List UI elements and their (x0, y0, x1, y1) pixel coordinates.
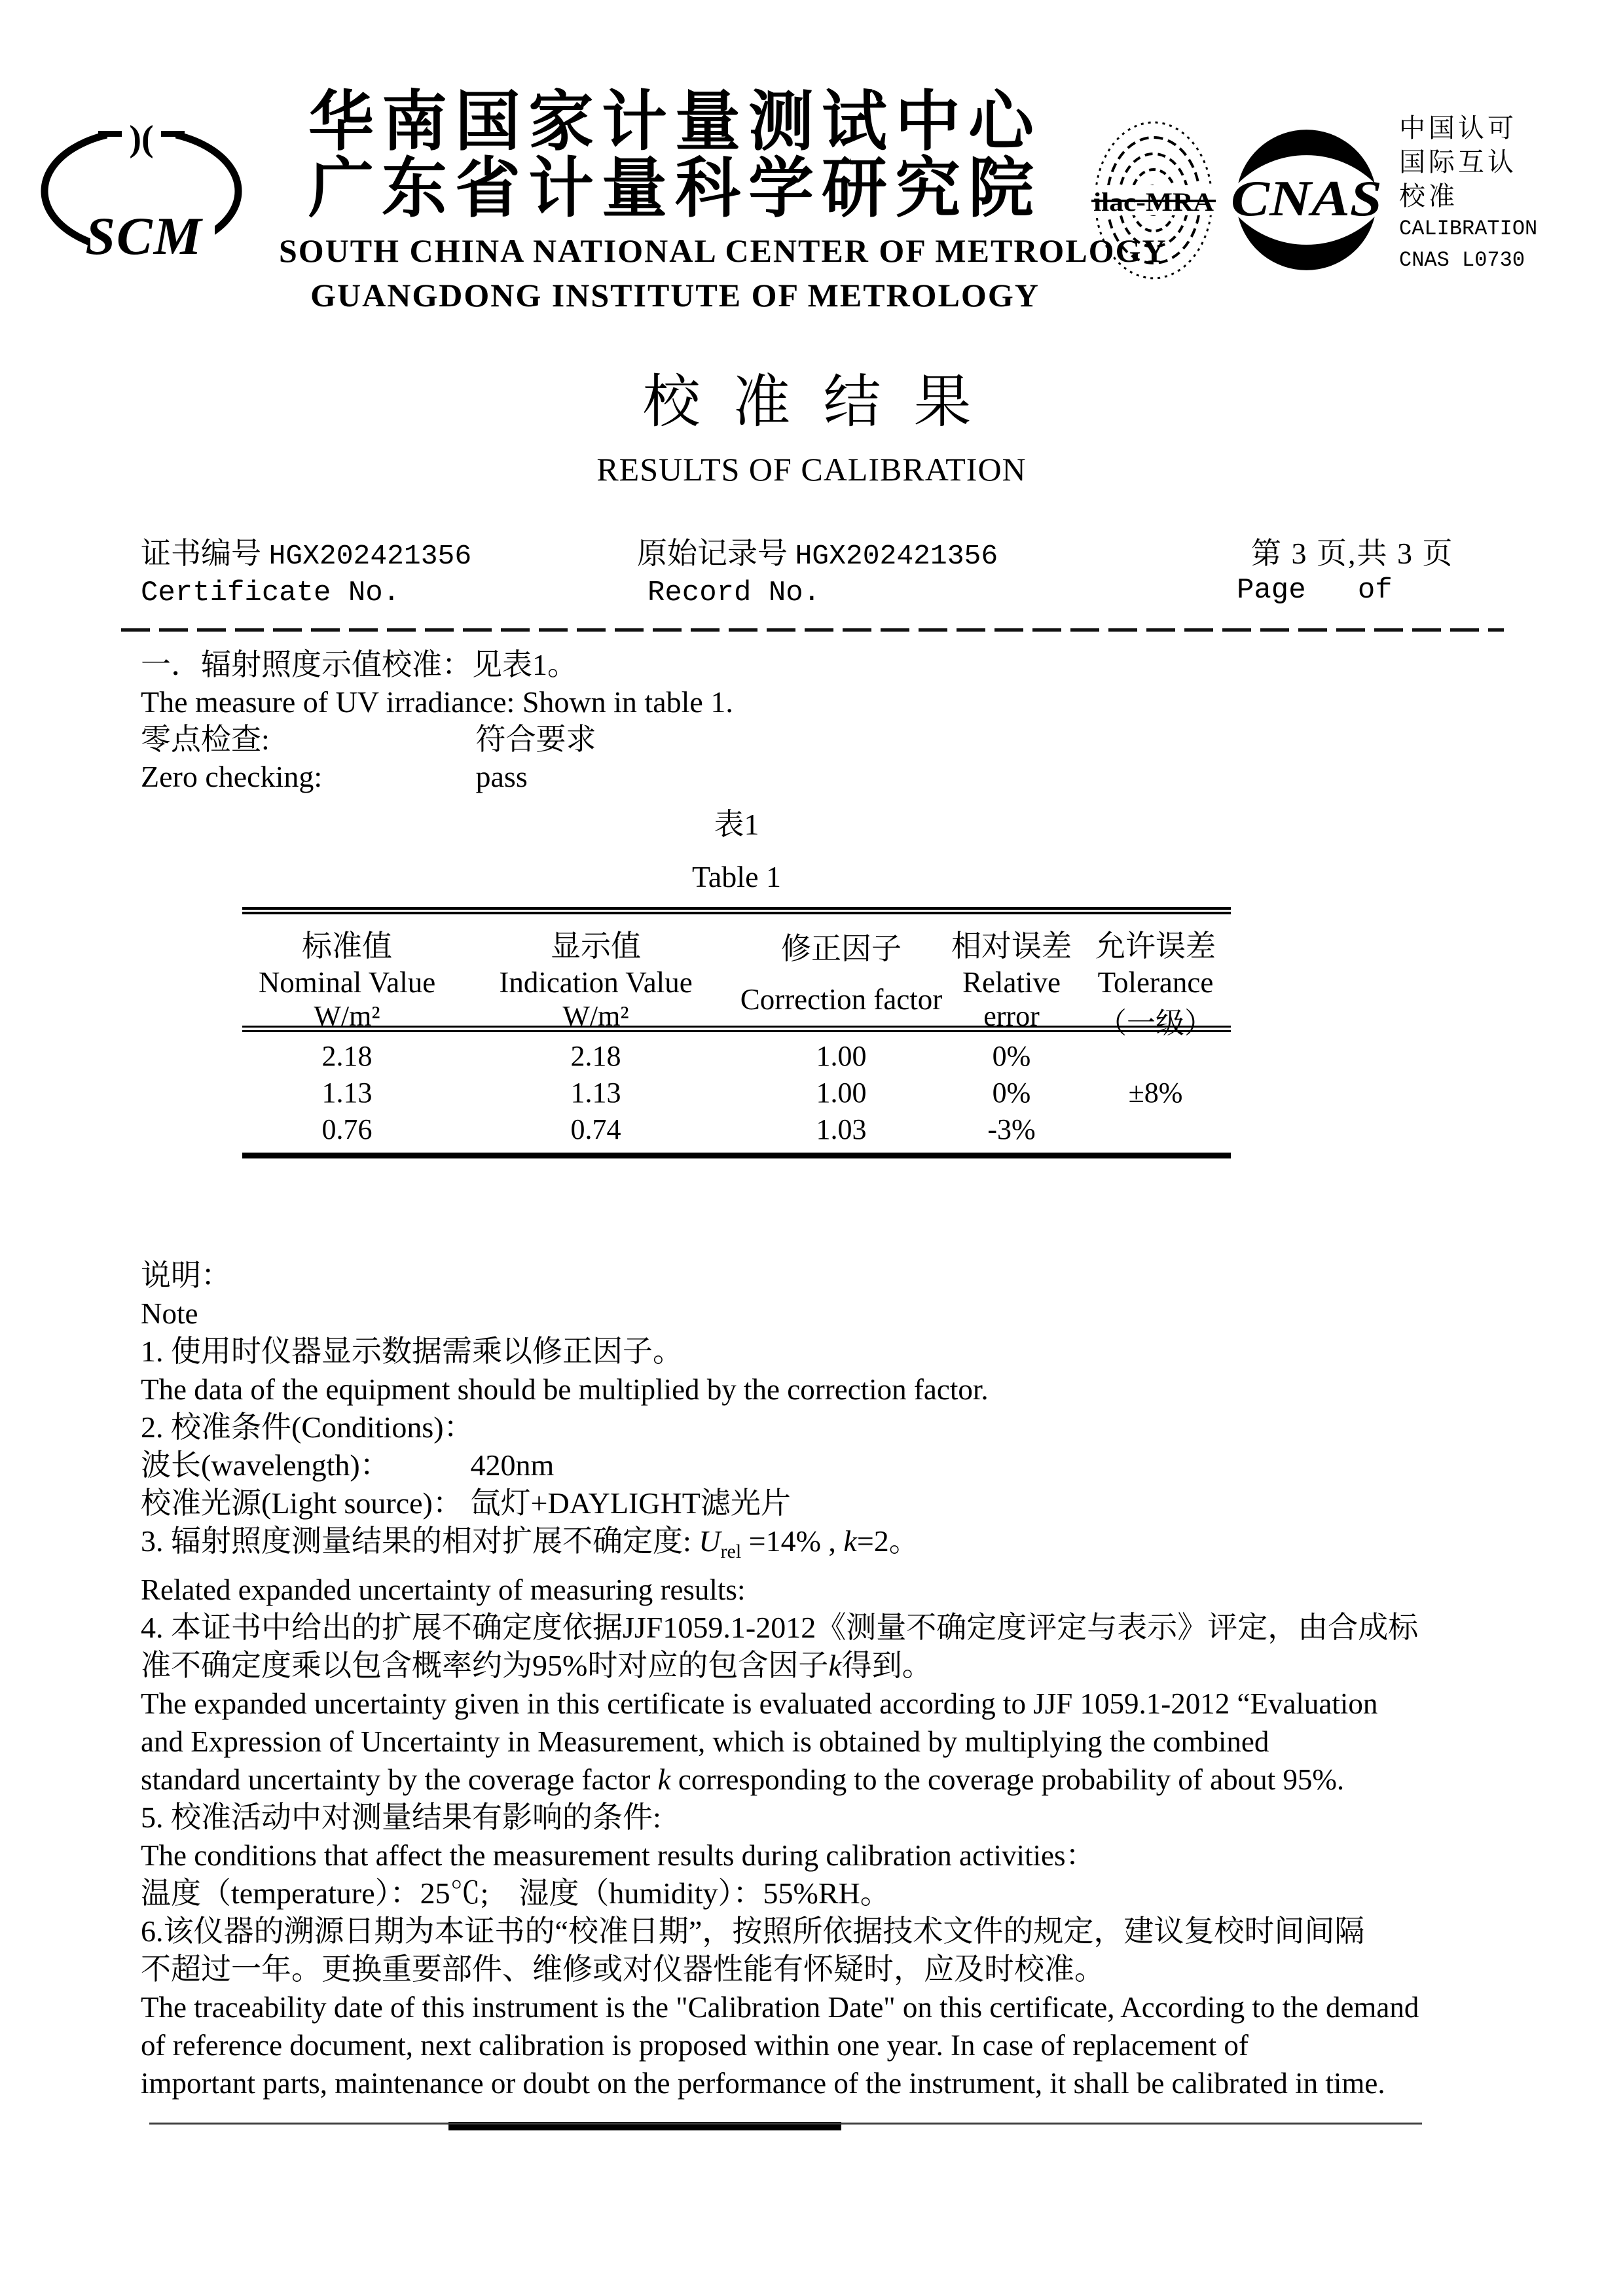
cell-indication: 0.74 (570, 1113, 621, 1145)
wavelength-line (141, 1446, 1623, 1484)
table-row (242, 1074, 1231, 1111)
accreditation-line: CNAS L0730 (1399, 248, 1525, 272)
note4-en-k-symbol: k (657, 1763, 671, 1797)
cell-indication: 1.13 (570, 1076, 621, 1109)
col-indication-value (452, 911, 740, 1030)
col-header-en: Nominal Value (258, 966, 436, 999)
note2-cn: 2. 校准条件(Conditions)： (141, 1410, 474, 1444)
ilac-mra-logo-icon (1089, 117, 1218, 284)
table-header-row (242, 911, 1231, 1030)
zero-check-value-cn: 符合要求 (475, 723, 596, 756)
note5-cn: 5. 校准活动中对测量结果有影响的条件: (141, 1801, 661, 1835)
note5-en: The conditions that affect the measurement results during calibration activities： (141, 1839, 1095, 1873)
note6-en-line1: The traceability date of this instrument is the "Calibration Date" on this certificate, According to the demand (141, 1991, 1419, 2024)
note3-k-symbol: k (843, 1524, 857, 1558)
scm-logo-text: SCM (85, 206, 203, 266)
col-header-cn: 相对误差 (951, 929, 1072, 963)
cnas-text: CNAS (1231, 170, 1382, 226)
wavelength-label: 波长(wavelength)： (141, 1448, 390, 1482)
col-tolerance (1080, 911, 1231, 1039)
col-header-cn: 允许误差 (1095, 929, 1216, 963)
zero-check-line-en (141, 758, 1623, 795)
ilac-mra-text: ilac-MRA (1093, 187, 1214, 217)
note4-en-post: corresponding to the coverage probability of about 95%. (670, 1763, 1345, 1797)
section1-line-en: The measure of UV irradiance: Shown in table 1. (141, 685, 733, 719)
zero-check-label-cn: 零点检查: (141, 723, 270, 756)
note1-en: The data of the equipment should be multiplied by the correction factor. (141, 1373, 989, 1406)
note4-cn-line1: 4. 本证书中给出的扩展不确定度依据JJF1059.1-2012《测量不确定度评定与表示》评定，由合成标 (141, 1611, 1419, 1645)
note3-en: Related expanded uncertainty of measuring results: (141, 1573, 746, 1607)
col-nominal-value (242, 911, 452, 1030)
light-source-line (141, 1484, 1623, 1522)
section1-line-cn: 一．辐射照度示值校准：见表1。 (141, 648, 577, 681)
col-relative-error (943, 911, 1080, 1030)
scm-logo-icon (38, 115, 245, 278)
table-caption-cn: 表1 (714, 808, 759, 841)
cell-correction: 1.00 (816, 1039, 867, 1072)
conditions-line: 温度（temperature）：25℃; 湿度（humidity）：55%RH。 (141, 1876, 890, 1910)
note3-tail: =2。 (856, 1524, 919, 1558)
zero-check-label-en: Zero checking: (141, 760, 323, 793)
col-header-en: Relative (962, 966, 1061, 999)
table-captions (242, 800, 1231, 894)
cell-relative-error: -3% (987, 1113, 1036, 1145)
note4-en-line1: The expanded uncertainty given in this certificate is evaluated according to JJF 1059.1-2012 “Evaluation (141, 1687, 1378, 1721)
col-header-unit: W/m² (562, 1000, 629, 1032)
cell-correction: 1.03 (816, 1113, 867, 1145)
note6-cn-line2: 不超过一年。更换重要部件、维修或对仪器性能有怀疑时，应及时校准。 (141, 1952, 1104, 1986)
record-no-block (637, 535, 1246, 611)
col-header-unit: W/m² (314, 1000, 380, 1032)
record-no-value: HGX202421356 (795, 540, 998, 572)
record-label-en: Record No. (647, 577, 821, 609)
note3-mid: =14% , (741, 1524, 844, 1558)
org-name-cn-line1: 华南国家计量测试中心 (308, 86, 1042, 158)
page-number-en: Page of (1237, 574, 1393, 607)
note3-u-subscript: rel (720, 1541, 742, 1563)
col-header-en: Indication Value (499, 966, 693, 999)
col-header-cn: 显示值 (551, 929, 641, 963)
col-header-en: Tolerance (1097, 966, 1214, 999)
certificate-no-block (141, 535, 637, 611)
calibration-table (242, 907, 1231, 1158)
cell-nominal: 1.13 (321, 1076, 373, 1109)
note6-en-line2: of reference document, next calibration is proposed within one year. In case of replacement of (141, 2029, 1249, 2062)
zero-check-line-cn (141, 721, 1623, 758)
col-header-unit: （一级） (1098, 1007, 1213, 1039)
note3-prefix: 3. 辐射照度测量结果的相对扩展不确定度: (141, 1524, 699, 1558)
cell-relative-error: 0% (992, 1076, 1031, 1109)
note4-en-line2: and Expression of Uncertainty in Measurement, which is obtained by multiplying the combined (141, 1725, 1269, 1759)
footer-rule (149, 2123, 1422, 2125)
org-name-en-line2: GUANGDONG INSTITUTE OF METROLOGY (310, 277, 1040, 314)
accreditation-block (1399, 111, 1537, 276)
col-correction-factor (740, 911, 943, 1030)
notes-section (141, 1257, 1623, 2102)
accreditation-line: 校准 (1399, 181, 1458, 211)
note1-cn: 1. 使用时仪器显示数据需乘以修正因子。 (141, 1335, 683, 1368)
note4-cn-pre: 准不确定度乘以包含概率约为95%时对应的包含因子 (141, 1649, 829, 1683)
note4-en-pre: standard uncertainty by the coverage factor (141, 1763, 658, 1797)
document-title (0, 356, 1623, 488)
light-source-label: 校准光源(Light source)： (141, 1486, 463, 1520)
certificate-label-cn: 证书编号 (141, 537, 261, 570)
note4-cn-line2 (141, 1647, 1623, 1685)
light-source-value: 氙灯+DAYLIGHT滤光片 (470, 1486, 791, 1520)
table-row (242, 1029, 1231, 1074)
table-caption-en: Table 1 (691, 860, 781, 893)
note6-cn-line1: 6.该仪器的溯源日期为本证书的“校准日期”，按照所依据技术文件的规定，建议复校时间间隔 (141, 1914, 1365, 1948)
section-irradiance (141, 646, 1623, 795)
table-row (242, 1111, 1231, 1156)
dashed-separator (121, 628, 1504, 632)
page-number-block (1237, 535, 1623, 611)
org-header (38, 84, 1584, 314)
page-number-cn: 第 3 页,共 3 页 (1251, 537, 1454, 570)
cell-nominal: 2.18 (321, 1039, 373, 1072)
cell-relative-error: 0% (992, 1039, 1031, 1072)
cnas-logo-icon (1230, 123, 1383, 277)
info-row (141, 535, 1623, 611)
org-name-cn-line2: 广东省计量科学研究院 (308, 152, 1042, 225)
note4-cn-post: 得到。 (841, 1649, 932, 1683)
wavelength-value: 420nm (470, 1448, 555, 1482)
record-label-cn: 原始记录号 (637, 537, 788, 570)
org-name-en-line1: SOUTH CHINA NATIONAL CENTER OF METROLOGY (279, 232, 1167, 269)
certificate-no-value: HGX202421356 (268, 540, 472, 572)
cell-indication: 2.18 (570, 1039, 621, 1072)
notes-heading-cn: 说明： (141, 1259, 231, 1292)
col-header-unit: error (983, 1000, 1040, 1032)
cell-nominal: 0.76 (321, 1113, 373, 1145)
note4-cn-k-symbol: k (828, 1649, 842, 1683)
zero-check-value-en: pass (475, 760, 528, 793)
record-no-line (637, 535, 1246, 575)
cell-tolerance (1080, 1111, 1231, 1156)
cell-correction: 1.00 (816, 1076, 867, 1109)
note3-u-symbol: U (699, 1524, 721, 1558)
note3-cn (141, 1522, 1623, 1571)
col-header-cn: 修正因子 (781, 932, 902, 965)
certificate-no-line (141, 535, 637, 575)
note4-en-line3 (141, 1761, 1623, 1799)
accreditation-line: 中国认可 (1399, 113, 1517, 143)
note6-en-line3: important parts, maintenance or doubt on the performance of the instrument, it shall be calibrated in time. (141, 2067, 1385, 2100)
notes-heading-en: Note (141, 1297, 198, 1330)
scm-top-glyph: )( (129, 118, 154, 159)
accreditation-line: 国际互认 (1399, 147, 1517, 177)
title-cn: 校 准 结 果 (642, 371, 981, 435)
col-header-en: Correction factor (740, 983, 943, 1016)
col-header-cn: 标准值 (302, 929, 392, 963)
title-en: RESULTS OF CALIBRATION (596, 451, 1027, 488)
cell-tolerance: ±8% (1128, 1076, 1183, 1109)
certificate-label-en: Certificate No. (141, 577, 401, 609)
accreditation-line: CALIBRATION (1399, 217, 1538, 241)
